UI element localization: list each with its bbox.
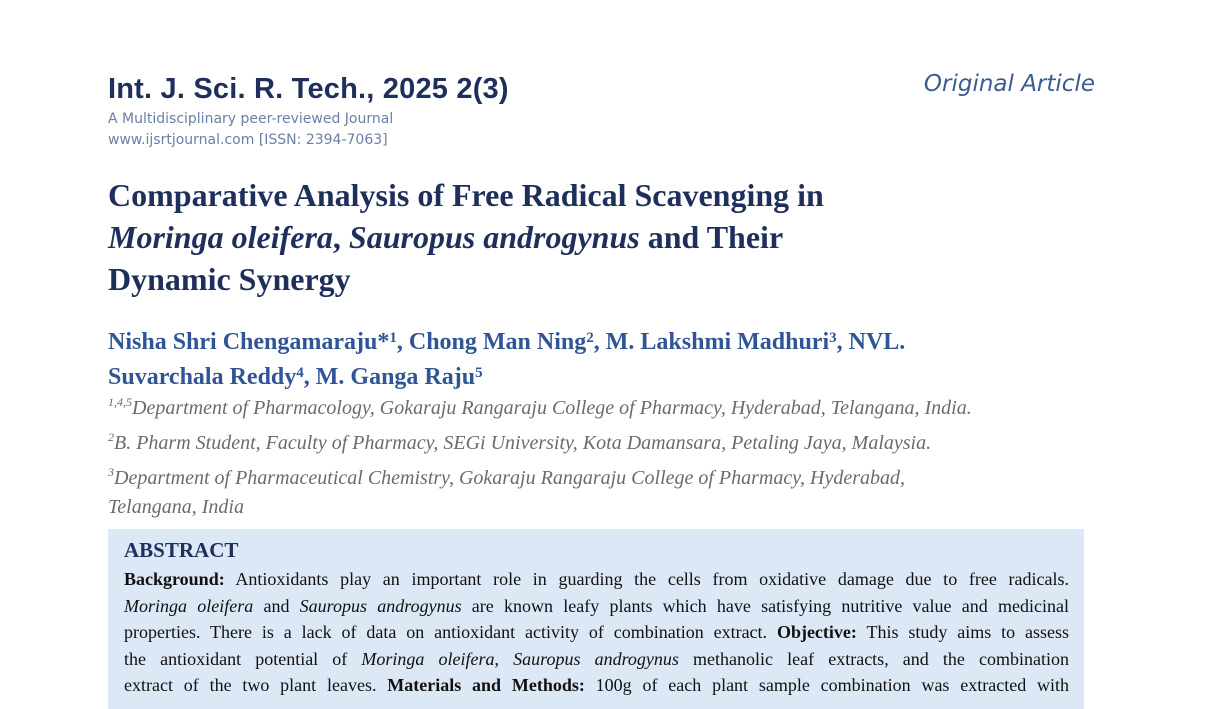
abstract-text: 100g of each plant sample combination was extracted with bbox=[584, 675, 1070, 695]
article-type-label: Original Article bbox=[923, 71, 1095, 97]
affiliation-number: 2 bbox=[108, 430, 114, 444]
affiliation-text: Department of Pharmaceutical Chemistry, Gokaraju Rangaraju College of Pharmacy, Hyderabad, bbox=[114, 467, 906, 489]
affiliation-item bbox=[108, 423, 1108, 458]
affiliation-text: Department of Pharmacology, Gokaraju Rangaraju College of Pharmacy, Hyderabad, Telangana, India. bbox=[132, 397, 972, 419]
title-comma: , bbox=[332, 219, 349, 255]
affiliation-number: 3 bbox=[108, 465, 114, 479]
abstract-text: extract of the two plant leaves. bbox=[124, 675, 388, 695]
abstract-text: and bbox=[253, 595, 300, 616]
background-label: Background: bbox=[124, 569, 225, 589]
species-name: Sauropus androgynus bbox=[299, 595, 462, 616]
abstract-text: This study aims to assess bbox=[856, 622, 1069, 642]
title-line-1: Comparative Analysis of Free Radical Scavenging in bbox=[108, 177, 824, 213]
abstract-text: the antioxidant potential of bbox=[124, 648, 362, 669]
affiliation-item bbox=[108, 388, 1108, 423]
abstract-text: are known leafy plants which have satisfying nutritive value and medicinal bbox=[461, 595, 1069, 616]
author-name: M. Ganga Raju bbox=[315, 364, 476, 390]
author-affil-number: 5 bbox=[475, 365, 483, 381]
author-line-1 bbox=[108, 323, 1108, 358]
abstract-box bbox=[108, 529, 1084, 709]
author-affil-number: 2 bbox=[586, 330, 594, 346]
author-name: M. Lakshmi Madhuri bbox=[605, 329, 830, 355]
affiliation-text: B. Pharm Student, Faculty of Pharmacy, SEGi University, Kota Damansara, Petaling Jaya, Malaysia. bbox=[114, 432, 932, 454]
affiliation-list bbox=[108, 388, 1108, 522]
title-species-1: Moringa oleifera bbox=[108, 219, 333, 255]
paper-title bbox=[108, 174, 1108, 300]
title-line-2 bbox=[108, 216, 1108, 258]
journal-subtitle: A Multidisciplinary peer-reviewed Journal bbox=[108, 111, 394, 127]
abstract-text: properties. There is a lack of data on antioxidant activity of combination extract. bbox=[124, 622, 777, 642]
abstract-text: methanolic leaf extracts, and the combination bbox=[678, 648, 1069, 669]
journal-title: Int. J. Sci. R. Tech., 2025 2(3) bbox=[108, 73, 509, 105]
author-separator: , bbox=[396, 329, 409, 355]
abstract-line bbox=[124, 619, 1069, 646]
author-name: Nisha Shri Chengamaraju* bbox=[108, 329, 390, 355]
author-name: Chong Man Ning bbox=[408, 329, 587, 355]
author-separator: , bbox=[303, 364, 316, 390]
affiliation-item bbox=[108, 458, 1108, 493]
abstract-text: , bbox=[494, 648, 514, 669]
abstract-body bbox=[124, 566, 1069, 699]
abstract-line bbox=[124, 646, 1069, 673]
species-name: Moringa oleifera bbox=[361, 648, 495, 669]
species-name: Sauropus androgynus bbox=[513, 648, 679, 669]
affiliation-text: Telangana, India bbox=[108, 496, 244, 518]
abstract-text: Antioxidants play an important role in guarding the cells from oxidative damage due to free radicals. bbox=[224, 569, 1069, 589]
author-affil-number: 1 bbox=[389, 330, 397, 346]
author-separator: , NVL. bbox=[836, 329, 906, 355]
objective-label: Objective: bbox=[776, 622, 857, 642]
author-affil-number: 4 bbox=[296, 365, 304, 381]
journal-website-link[interactable]: www.ijsrtjournal.com [ISSN: 2394-7063] bbox=[108, 132, 388, 148]
title-species-2: Sauropus androgynus bbox=[348, 219, 640, 255]
abstract-line bbox=[124, 566, 1069, 593]
title-line-3: Dynamic Synergy bbox=[108, 261, 351, 297]
author-affil-number: 3 bbox=[829, 330, 837, 346]
abstract-line bbox=[124, 593, 1069, 620]
author-list bbox=[108, 323, 1108, 393]
abstract-heading: ABSTRACT bbox=[124, 538, 239, 562]
methods-label: Materials and Methods: bbox=[387, 675, 585, 695]
title-line-2-rest: and Their bbox=[639, 219, 784, 255]
author-separator: , bbox=[593, 329, 606, 355]
author-name: Suvarchala Reddy bbox=[108, 364, 297, 390]
species-name: Moringa oleifera bbox=[124, 595, 254, 616]
affiliation-item bbox=[108, 493, 1108, 522]
affiliation-number: 1,4,5 bbox=[108, 395, 132, 409]
